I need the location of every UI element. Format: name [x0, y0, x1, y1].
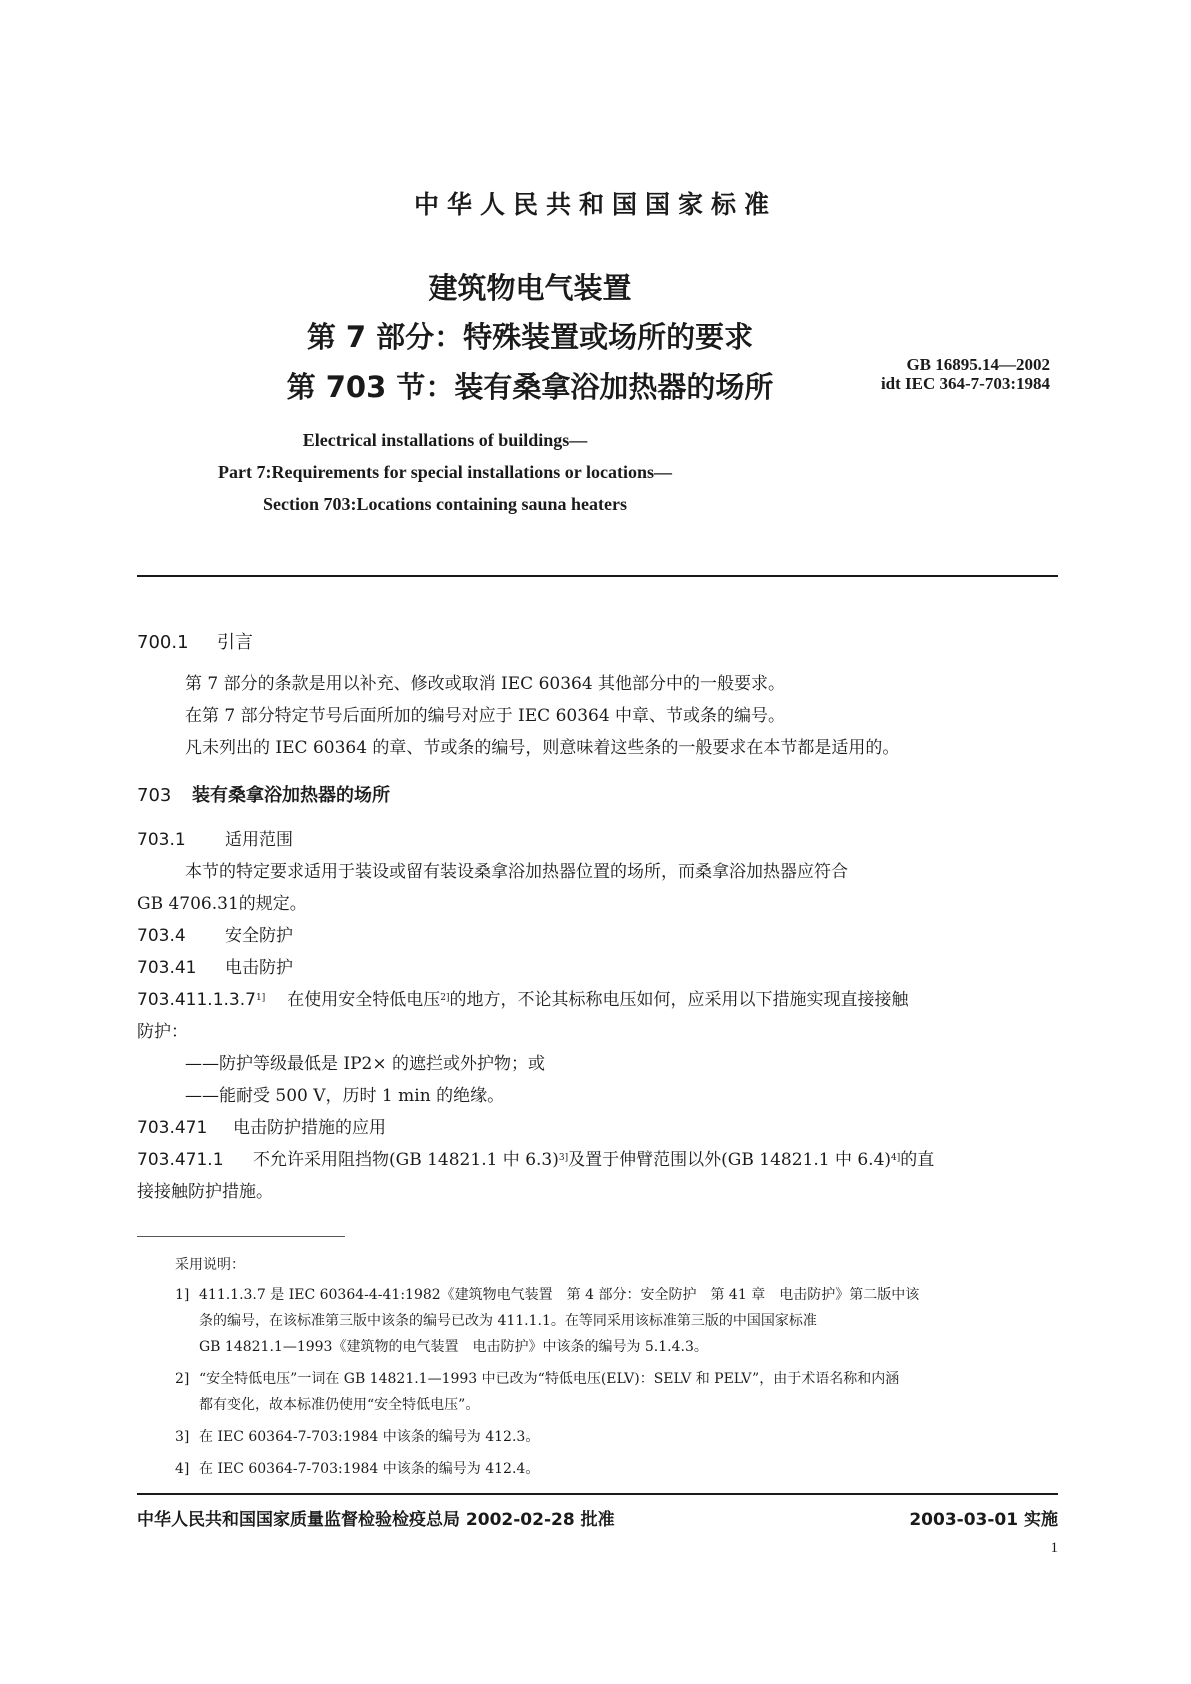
section-title: 电击防护措施的应用	[233, 1118, 386, 1138]
footnote-3-text: 在 IEC 60364-7-703:1984 中该条的编号为 412.3。	[199, 1429, 540, 1445]
section-title: 装有桑拿浴加热器的场所	[192, 785, 390, 806]
footnote-1-marker: 1]	[175, 1287, 190, 1303]
footnote-2-line-2: 都有变化，故本标准仍使用“安全特低电压”。	[199, 1397, 480, 1413]
footnote-1-line-2: 条的编号，在该标准第三版中该条的编号已改为 411.1.1。在等同采用该标准第三版的中国国家标准	[199, 1313, 817, 1329]
en-title-line-3: Section 703:Locations containing sauna heaters	[262, 494, 628, 514]
section-number: 703.411.1.3.7	[137, 990, 256, 1010]
section-title: 引言	[217, 632, 253, 653]
heading-700-1	[137, 628, 253, 654]
clause-703-411-1-3-7	[137, 984, 908, 1016]
section-title: 电击防护	[225, 958, 293, 978]
footnote-2-line-1: “安全特低电压”一词在 GB 14821.1—1993 中已改为“特低电压(ELV)：SELV 和 PELV”，由于术语名称和内涵	[199, 1371, 900, 1387]
clause-text-a: 不允许采用阻挡物(GB 14821.1 中 6.3)	[253, 1150, 559, 1170]
footnote-4-text: 在 IEC 60364-7-703:1984 中该条的编号为 412.4。	[199, 1461, 540, 1477]
standard-code-gb: GB 16895.14—2002	[906, 355, 1050, 374]
footnote-ref-2: 2]	[440, 993, 450, 1003]
footnote-1-line-1: 411.1.3.7 是 IEC 60364-4-41:1982《建筑物电气装置 第 4 部分：安全防护 第 41 章 电击防护》第二版中该	[199, 1287, 920, 1303]
approval-line: 中华人民共和国国家质量监督检验检疫总局 2002-02-28 批准	[137, 1510, 615, 1530]
effective-date: 2003-03-01 实施	[909, 1510, 1058, 1530]
scope-paragraph-line-2: GB 4706.31的规定。	[137, 894, 307, 914]
footnote-ref-1: 1]	[255, 993, 266, 1003]
section-number: 703	[137, 785, 172, 806]
clause-703-471-1-continuation: 接接触防护措施。	[137, 1182, 273, 1202]
footnote-2-marker: 2]	[175, 1371, 190, 1387]
standard-type-header: 中华人民共和国国家标准	[413, 190, 777, 219]
footer-divider	[137, 1493, 1058, 1495]
section-number: 703.471.1	[137, 1150, 224, 1170]
dash-item-1: ——防护等级最低是 IP2× 的遮拦或外护物；或	[185, 1054, 546, 1074]
intro-paragraph-2: 在第 7 部分特定节号后面所加的编号对应于 IEC 60364 中章、节或条的编号。	[185, 706, 786, 726]
standard-code-iec: idt IEC 364-7-703:1984	[880, 374, 1050, 393]
footnote-ref-3: 3]	[558, 1153, 569, 1163]
heading-703-4	[137, 920, 293, 952]
en-title-line-1: Electrical installations of buildings—	[302, 430, 588, 450]
clause-text-c: 的直	[900, 1150, 935, 1170]
section-title: 安全防护	[225, 926, 293, 946]
clause-703-411-continuation: 防护：	[137, 1022, 188, 1042]
heading-703-41	[137, 952, 293, 984]
zh-title-line-1: 建筑物电气装置	[428, 271, 632, 305]
footnote-label: 采用说明：	[175, 1257, 245, 1273]
footnote-1-line-3: GB 14821.1—1993《建筑物的电气装置 电击防护》中该条的编号为 5.1.4.3。	[199, 1339, 708, 1355]
footnote-4-marker: 4]	[175, 1461, 190, 1477]
section-number: 703.4	[137, 926, 186, 946]
section-number: 703.1	[137, 830, 186, 850]
clause-703-471-1	[137, 1144, 934, 1176]
section-number: 703.41	[137, 958, 197, 978]
clause-text-b: 的地方，不论其标称电压如何，应采用以下措施实现直接接触	[449, 990, 909, 1010]
footnote-divider	[137, 1236, 345, 1237]
header-divider	[137, 575, 1058, 577]
intro-paragraph-3: 凡未列出的 IEC 60364 的章、节或条的编号，则意味着这些条的一般要求在本节都是适用的。	[185, 738, 900, 758]
page-number: 1	[1050, 1540, 1058, 1556]
footnote-3-marker: 3]	[175, 1429, 190, 1445]
section-number: 700.1	[137, 632, 189, 653]
scope-paragraph-line-1: 本节的特定要求适用于装设或留有装设桑拿浴加热器位置的场所，而桑拿浴加热器应符合	[185, 862, 848, 882]
heading-703-471	[137, 1112, 386, 1144]
clause-text-b: 及置于伸臂范围以外(GB 14821.1 中 6.4)	[568, 1150, 892, 1170]
zh-title-line-2: 第 7 部分：特殊装置或场所的要求	[306, 320, 754, 354]
clause-text-a: 在使用安全特低电压	[287, 990, 441, 1010]
en-title-line-2: Part 7:Requirements for special installations or locations—	[218, 462, 672, 482]
intro-paragraph-1: 第 7 部分的条款是用以补充、修改或取消 IEC 60364 其他部分中的一般要求。	[185, 674, 786, 694]
dash-item-2: ——能耐受 500 V，历时 1 min 的绝缘。	[185, 1086, 505, 1106]
zh-title-line-3: 第 703 节：装有桑拿浴加热器的场所	[286, 370, 774, 404]
heading-703-1	[137, 824, 293, 856]
section-number: 703.471	[137, 1118, 208, 1138]
section-title: 适用范围	[225, 830, 293, 850]
heading-703	[137, 781, 390, 807]
footnote-ref-4: 4]	[891, 1153, 901, 1163]
